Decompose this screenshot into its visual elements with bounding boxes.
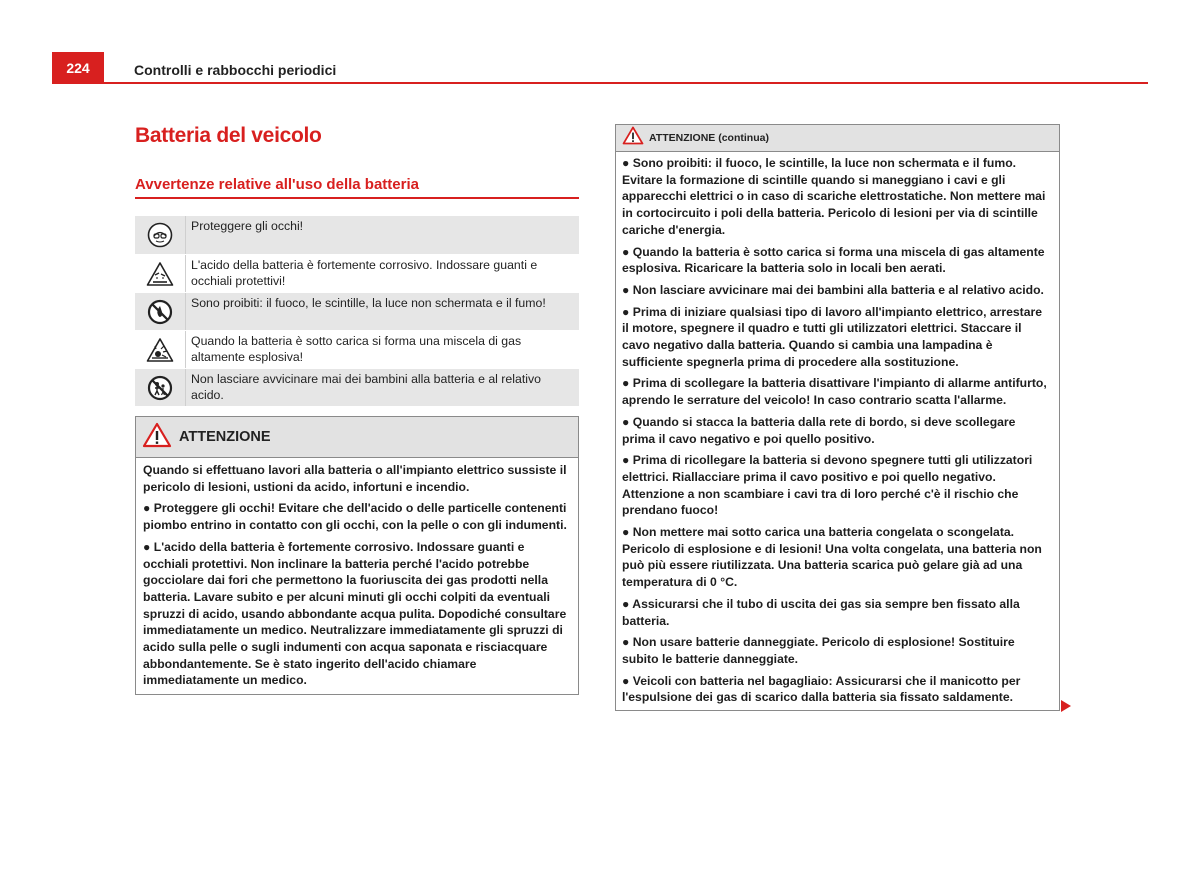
warning-body — [136, 458, 578, 694]
symbol-text: Non lasciare avvicinare mai dei bambini alla batteria e al relativo acido. — [186, 369, 579, 406]
symbol-row — [135, 216, 579, 255]
warning-paragraph: ● Assicurarsi che il tubo di uscita dei gas sia sempre ben fissato alla batteria. — [622, 596, 1020, 628]
no-children-icon — [135, 369, 186, 406]
section-title: Batteria del veicolo — [135, 124, 322, 147]
warning-paragraph: ● Prima di scollegare la batteria disattivare l'impianto di allarme antifurto, aprendo le serrature del veicolo! In caso contrario scatta l'allarme. — [622, 376, 1047, 408]
warning-header — [616, 125, 1059, 152]
header-rule — [52, 82, 1148, 84]
chapter-title: Controlli e rabbocchi periodici — [134, 62, 337, 78]
warning-paragraph: ● Quando si stacca la batteria dalla rete di bordo, si deve scollegare prima il cavo negativo e poi quello positivo. — [622, 414, 1016, 446]
warning-paragraph: ● Veicoli con batteria nel bagagliaio: Assicurarsi che il manicotto per l'espulsione dei gas di scarico dalla batteria sia fissato saldamente. — [622, 673, 1021, 705]
symbol-row — [135, 255, 579, 293]
warning-box — [135, 416, 579, 695]
warning-header — [136, 417, 578, 458]
warning-paragraph: Quando si effettuano lavori alla batteria o all'impianto elettrico sussiste il pericolo di lesioni, ustioni da acido, infortuni e incendio. — [143, 463, 567, 494]
section-subtitle: Avvertenze relative all'uso della batteria — [135, 176, 419, 193]
no-fire-icon — [135, 293, 186, 330]
symbol-text: Proteggere gli occhi! — [186, 216, 579, 254]
symbol-text: Quando la batteria è sotto carica si forma una miscela di gas altamente esplosiva! — [191, 334, 522, 364]
warning-paragraph: ● Sono proibiti: il fuoco, le scintille, la luce non schermata e il fumo. Evitare la formazione di scintille quando si maneggiano i cavi e gli apparecchi elettrici o in caso di scariche elettrostatiche. Non mettere mai in cortocircuito i poli della batteria. Pericolo di lesioni per via di scintille cariche d'energia. — [622, 156, 1046, 237]
continue-arrow-icon — [1061, 700, 1071, 712]
warning-paragraph: ● Prima di iniziare qualsiasi tipo di lavoro all'impianto elettrico, arrestare il motore, spegnere il quadro e tutti gli utilizzatori elettrici. Staccare il cavo negativo dalla batteria. Quando si cambia una lampadina è sufficiente spegnerla prima di procedere alla sostituzione. — [622, 304, 1043, 369]
warning-box-continued — [615, 124, 1060, 711]
page-number: 224 — [52, 52, 104, 84]
warning-paragraph: ● Non mettere mai sotto carica una batteria congelata o scongelata. Pericolo di esplosione e di lesioni! Una volta congelata, una batteria non può più essere riutilizzata. Una batteria scarica può gelare già ad una temperatura di 0 °C. — [622, 525, 1042, 590]
warning-paragraph: ● Prima di ricollegare la batteria si devono spegnere tutti gli utilizzatori elettrici. Riallacciare prima il cavo positivo e poi quello negativo. Attenzione a non scambiare i cavi tra di loro perché c'è il rischio che prendano fuoco! — [622, 453, 1033, 518]
warning-paragraph: ● Non lasciare avvicinare mai dei bambini alla batteria e al relativo acido. — [622, 282, 1044, 297]
warning-label: ATTENZIONE — [179, 429, 271, 445]
corrosive-hazard-icon — [135, 255, 186, 292]
warning-paragraph: ● Proteggere gli occhi! Evitare che dell'acido o delle particelle contenenti piombo entrino in contatto con gli occhi, con la pelle o con gli indumenti. — [143, 501, 567, 533]
warning-triangle-icon — [622, 126, 644, 150]
symbols-table — [135, 216, 579, 407]
subtitle-rule — [135, 197, 579, 199]
warning-triangle-icon — [142, 422, 172, 453]
warning-paragraph: ● Non usare batterie danneggiate. Pericolo di esplosione! Sostituire subito le batterie danneggiate. — [622, 635, 1015, 666]
symbol-row — [135, 293, 579, 331]
warning-paragraph: ● Quando la batteria è sotto carica si forma una miscela di gas altamente esplosiva. Ricaricare la batteria solo in locali ben aerati. — [622, 244, 1045, 276]
explosive-hazard-icon — [135, 331, 186, 368]
symbol-row — [135, 369, 579, 407]
warning-label: ATTENZIONE (continua) — [649, 132, 769, 144]
symbol-row — [135, 331, 579, 369]
symbol-text: Sono proibiti: il fuoco, le scintille, la luce non schermata e il fumo! — [186, 293, 579, 330]
symbol-text: L'acido della batteria è fortemente corrosivo. Indossare guanti e occhiali protettivi! — [191, 258, 538, 288]
warning-paragraph: ● L'acido della batteria è fortemente corrosivo. Indossare guanti e occhiali protettivi. Non inclinare la batteria perché l'acido potrebbe gocciolare dai fori che permettono la fuoriuscita dei gas prodotti nella batteria. Lavare subito e per alcuni minuti gli occhi colpiti da eventuali spruzzi di acido, usando abbondante acqua pulita. Dopodiché consultare immediatamente un medico. Neutralizzare immediatamente gli spruzzi di acido sulla pelle o sugli indumenti con acqua saponata e risciacquare abbondantemente. Se è stato ingerito dell'acido chiamare immediatamente un medico. — [143, 539, 567, 688]
eye-protection-icon — [135, 216, 186, 254]
warning-body — [616, 152, 1059, 710]
